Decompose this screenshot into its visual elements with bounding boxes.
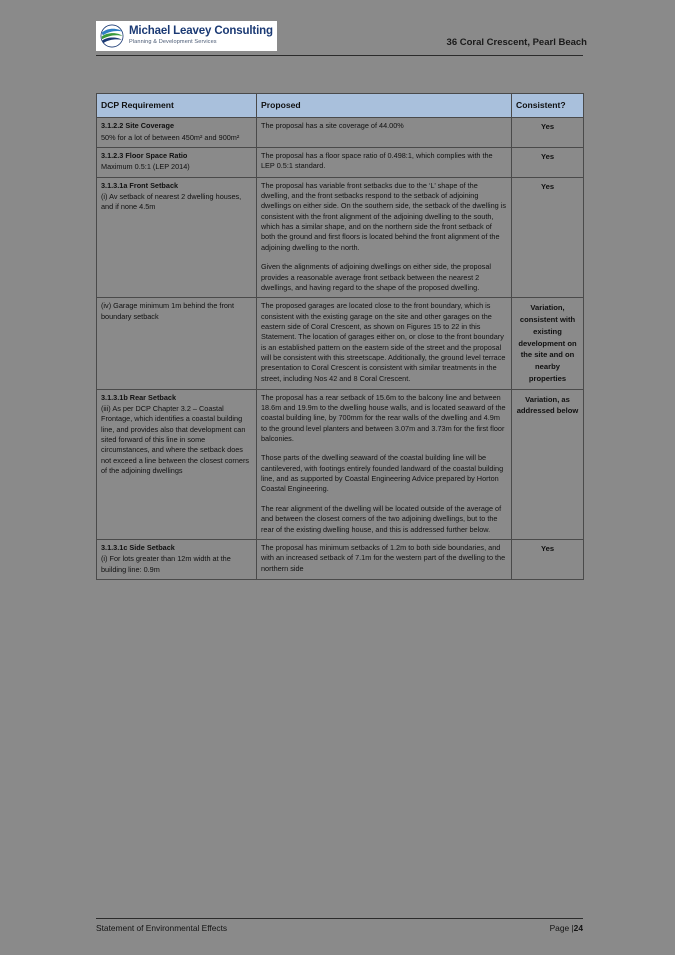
table-row (97, 298, 584, 389)
requirement-cell (97, 118, 257, 148)
header-divider (96, 55, 583, 56)
consistent-cell (512, 147, 584, 177)
column-header-dcp-requirement: DCP Requirement (97, 94, 257, 118)
requirement-detail: (i) Av setback of nearest 2 dwelling houses, and if none 4.5m (101, 192, 242, 212)
footer-divider (96, 918, 583, 919)
requirement-detail: 50% for a lot of between 450m² and 900m² (101, 132, 240, 142)
requirement-cell (97, 298, 257, 389)
page-header (0, 0, 675, 70)
consistent-cell (512, 177, 584, 298)
requirement-cell (97, 539, 257, 579)
column-header-consistent: Consistent? (512, 94, 584, 118)
consistency-value: Variation, consistent with existing development on the site and on nearby properties (518, 303, 577, 383)
table-header (97, 94, 584, 118)
proposed-paragraph: The proposal has variable front setbacks due to the ‘L’ shape of the dwelling, and the front setbacks respond to the setback of adjoining dwellings on either side. On the southern side, the setback of the dwelling is consistent with the front alignment of the adjoining dwelling to the south, which has a similar shape, and on the northern side the front setback of both the ground and first floors is located behind the front alignment of the adjoining dwelling to the north. (261, 180, 506, 252)
requirement-cell (97, 389, 257, 539)
proposed-cell (257, 389, 512, 539)
table-row (97, 539, 584, 579)
consistency-value: Variation, as addressed below (516, 394, 579, 416)
table-row (97, 389, 584, 539)
table-header-row (97, 94, 584, 118)
requirement-title: 3.1.3.1c Side Setback (101, 542, 175, 552)
requirement-title: 3.1.3.1b Rear Setback (101, 392, 177, 402)
consistent-cell (512, 298, 584, 389)
logo-company-name: Michael Leavey Consulting (129, 25, 273, 38)
requirement-cell (97, 147, 257, 177)
column-header-proposed: Proposed (257, 94, 512, 118)
table-row (97, 147, 584, 177)
proposed-cell (257, 118, 512, 148)
requirement-cell (97, 177, 257, 298)
footer-page-number: 24 (573, 923, 583, 933)
company-logo (96, 21, 277, 51)
proposed-paragraph: Those parts of the dwelling seaward of the coastal building line will be cantilevered, with footings entirely founded landward of the coastal building line, and as supported by Coastal Engineering Advice prepared by Horton Coastal Engineering. (261, 453, 504, 494)
swoosh-globe-logo-icon (99, 23, 125, 49)
proposed-paragraph: The proposed garages are located close to the front boundary, which is consistent with the existing garage on the site and other garages on the eastern side of Coral Crescent, as shown on Figures 15 to 22 in this Statement. The location of garages either on, or close to the front boundary is an established pattern on the eastern side of the street and the proposal will be consistent with this streetscape. Additionally, the ground level terrace presentation to Coral Crescent is consistent with similar treatments in the street, including Nos 42 and 8 Coral Crescent. (261, 301, 506, 383)
consistent-cell (512, 389, 584, 539)
proposed-cell (257, 539, 512, 579)
table-row (97, 118, 584, 148)
footer-content (96, 923, 583, 933)
dcp-compliance-table (96, 93, 584, 580)
requirement-detail: (iii) As per DCP Chapter 3.2 – Coastal Frontage, which identifies a coastal building line, and provides also that development can sited forward of this line in some circumstances, and where the setback does not exceed a line between the closest corners of the adjoining dwellings (101, 403, 250, 476)
logo-tagline: Planning & Development Services (129, 38, 217, 45)
footer-document-title: Statement of Environmental Effects (96, 923, 228, 933)
proposed-cell (257, 298, 512, 389)
footer-page-separator: | (571, 923, 574, 933)
requirement-title: 3.1.2.2 Site Coverage (101, 121, 175, 131)
proposed-paragraph: The proposal has a rear setback of 15.6m to the balcony line and between 18.6m and 19.9m to the dwelling house walls, and is located seaward of the coastal building line, by 700mm for the rear walls of the dwelling and 4.9m to the ground level planters and between 3.07m and 3.73m for the first floor balconies. (261, 392, 506, 444)
footer-page-label: Page (549, 923, 570, 933)
header-property-address: 36 Coral Crescent, Pearl Beach (446, 37, 587, 48)
proposed-paragraph: The rear alignment of the dwelling will be located outside of the average of and between the closest corners of the two adjoining dwellings, but to the rear of the existing dwelling house, and this is addressed further below. (261, 503, 502, 534)
proposed-cell (257, 177, 512, 298)
consistency-value: Yes (540, 543, 555, 553)
requirement-detail: (i) For lots greater than 12m width at the building line: 0.9m (101, 554, 231, 574)
consistency-value: Yes (540, 122, 555, 132)
requirement-detail: Maximum 0.5:1 (LEP 2014) (101, 162, 190, 172)
table-row (97, 177, 584, 298)
proposed-cell (257, 147, 512, 177)
consistency-value: Yes (540, 151, 555, 161)
proposed-paragraph: The proposal has a floor space ratio of 0.498:1, which complies with the LEP 0.5:1 standard. (261, 150, 493, 171)
table-body (97, 118, 584, 580)
requirement-title: 3.1.3.1a Front Setback (101, 180, 179, 190)
proposed-paragraph: The proposal has a site coverage of 44.00% (261, 121, 404, 131)
consistent-cell (512, 118, 584, 148)
consistency-value: Yes (540, 181, 555, 191)
proposed-paragraph: The proposal has minimum setbacks of 1.2m to both side boundaries, and with an increased setback of 7.1m for the western part of the dwelling to the northern side (261, 542, 506, 573)
consistent-cell (512, 539, 584, 579)
page-footer (96, 918, 583, 933)
requirement-detail: (iv) Garage minimum 1m behind the front boundary setback (101, 301, 235, 321)
requirement-title: 3.1.2.3 Floor Space Ratio (101, 150, 188, 160)
footer-page-indicator (550, 923, 583, 933)
proposed-paragraph: Given the alignments of adjoining dwellings on either side, the proposal provides a reasonable average front setback between the nearest 2 dwellings, and having regard to the shape of the proposed dwelling. (261, 262, 491, 292)
